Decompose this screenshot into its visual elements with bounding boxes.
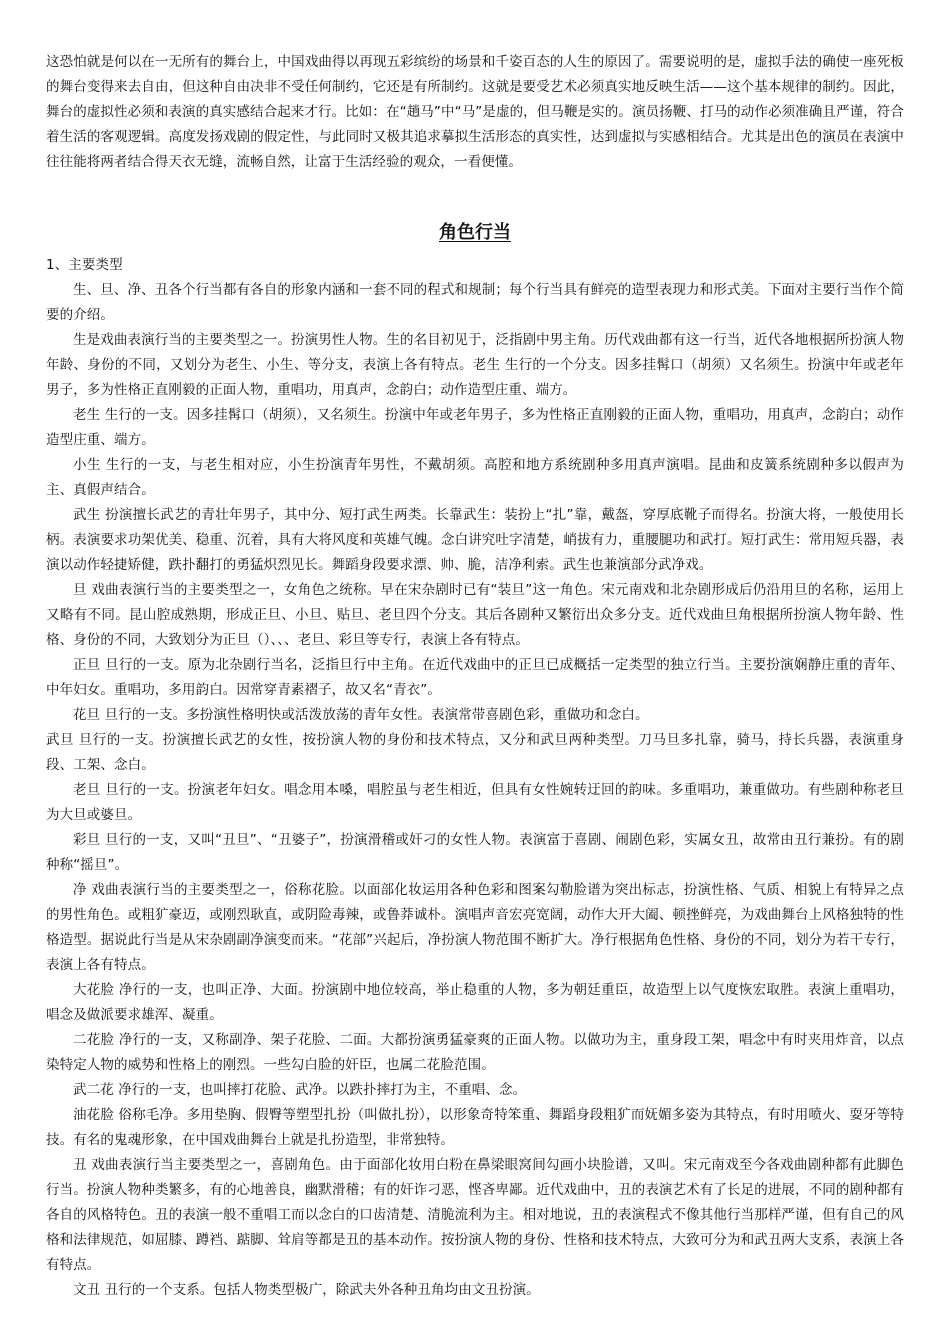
paragraph-zhengdan: 正旦 旦行的一支。原为北杂剧行当名，泛指旦行中主角。在近代戏曲中的正旦已成概括一定类型的独立行当。主要扮演娴静庄重的青年、中年妇女。重唱功，多用韵白。因常穿青素褶子，故又名“青衣”。 <box>46 657 904 698</box>
paragraph-laosheng: 老生 生行的一支。因多挂髯口（胡须），又名须生。扮演中年或老年男子，多为性格正直刚毅的正面人物，重唱功，用真声，念韵白；动作造型庄重、端方。 <box>46 407 904 448</box>
paragraph-wuerhua: 武二花 净行的一支，也叫摔打花脸、武净。以跌扑摔打为主，不重唱、念。 <box>73 1082 527 1098</box>
paragraph-caidan: 彩旦 旦行的一支，又叫“丑旦”、“丑婆子”，扮演滑稽或奸刁的女性人物。表演富于喜剧、闹剧色彩，实属女丑，故常由丑行兼扮。有的剧种称“摇旦”。 <box>46 832 904 873</box>
section-title: 角色行当 <box>439 222 511 243</box>
body-text <box>46 278 904 1303</box>
intro-paragraph: 这恐怕就是何以在一无所有的舞台上，中国戏曲得以再现五彩缤纷的场景和千姿百态的人生的原因了。需要说明的是，虚拟手法的确使一座死板的舞台变得来去自由，但这种自由决非不受任何制约，它还是有所制约。这就是要受艺术必须真实地反映生活——这个基本规律的制约。因此，舞台的虚拟性必须和表演的真实感结合起来才行。比如：在“趟马”中“马”是虚的，但马鞭是实的。演员扬鞭、打马的动作必须准确且严谨，符合着生活的客观逻辑。高度发扬戏剧的假定性，与此同时又极其追求摹拟生活形态的真实性，达到虚拟与实感相结合。尤其是出色的演员在表演中往往能将两者结合得天衣无缝，流畅自然，让富于生活经验的观众，一看便懂。 <box>46 54 904 170</box>
paragraph-huadan: 花旦 旦行的一支。多扮演性格明快或活泼放荡的青年女性。表演常带喜剧色彩，重做功和念白。 <box>73 707 649 723</box>
paragraph-wudan: 武旦 旦行的一支。扮演擅长武艺的女性，按扮演人物的身份和技术特点，又分和武旦两种类型。刀马旦多扎靠，骑马，持长兵器，表演重身段、工架、念白。 <box>46 732 904 773</box>
paragraph-dan: 旦 戏曲表演行当的主要类型之一，女角色之统称。早在宋杂剧时已有“装旦”这一角色。宋元南戏和北杂剧形成后仍沿用旦的名称，运用上又略有不同。昆山腔成熟期，形成正旦、小旦、贴旦、老旦四个分支。其后各剧种又繁衍出众多分支。近代戏曲旦角根据所扮演人物年龄、性格、身份的不同，大致划分为正旦（）、、、老旦、彩旦等专行，表演上各有特点。 <box>46 582 904 648</box>
paragraph-wusheng: 武生 扮演擅长武艺的青壮年男子，其中分、短打武生两类。长靠武生：装扮上“扎”靠，戴盔，穿厚底靴子而得名。扮演大将，一般使用长柄。表演要求功架优美、稳重、沉着，具有大将风度和英雄气魄。念白讲究吐字清楚，峭拔有力，重腰腿功和武打。短打武生：常用短兵器，表演以动作轻捷矫健，跌扑翻打的勇猛炽烈见长。舞蹈身段要求漂、帅、脆，洁净利索。武生也兼演部分武净戏。 <box>46 507 904 573</box>
paragraph-laodan: 老旦 旦行的一支。扮演老年妇女。唱念用本嗓，唱腔虽与老生相近，但具有女性婉转迂回的韵味。多重唱功，兼重做功。有些剧种称老旦为大旦或婆旦。 <box>46 782 904 823</box>
paragraph-youhualian: 油花脸 俗称毛净。多用垫胸、假臀等塑型扎扮（叫做扎扮），以形象奇特笨重、舞蹈身段粗犷而妩媚多姿为其特点，有时用喷火、耍牙等特技。有名的鬼魂形象，在中国戏曲舞台上就是扎扮造型，非常独特。 <box>46 1107 904 1148</box>
subsection-heading: 1、主要类型 <box>46 257 123 273</box>
paragraph-jing: 净 戏曲表演行当的主要类型之一，俗称花脸。以面部化妆运用各种色彩和图案勾勒脸谱为突出标志，扮演性格、气质、相貌上有特异之点的男性角色。或粗犷豪迈，或刚烈耿直，或阴险毒辣，或鲁莽诚朴。演唱声音宏亮宽阔，动作大开大阖、顿挫鲜亮，为戏曲舞台上风格独特的性格造型。据说此行当是从宋杂剧副净演变而来。“花部”兴起后，净扮演人物范围不断扩大。净行根据角色性格、身份的不同，划分为若干专行，表演上各有特点。 <box>46 882 904 973</box>
paragraph-sheng: 生是戏曲表演行当的主要类型之一。扮演男性人物。生的名目初见于，泛指剧中男主角。历代戏曲都有这一行当，近代各地根据所扮演人物年龄、身份的不同，又划分为老生、小生、等分支，表演上各有特点。老生 生行的一个分支。因多挂髯口（胡须）又名须生。扮演中年或老年男子，多为性格正直刚毅的正面人物，重唱功，用真声，念韵白；动作造型庄重、端方。 <box>46 332 904 398</box>
paragraph-overview: 生、旦、净、丑各个行当都有各自的形象内涵和一套不同的程式和规制；每个行当具有鲜亮的造型表现力和形式美。下面对主要行当作个简要的介绍。 <box>46 282 904 323</box>
paragraph-xiaosheng: 小生 生行的一支，与老生相对应，小生扮演青年男性，不戴胡须。高腔和地方系统剧种多用真声演唱。昆曲和皮簧系统剧种多以假声为主、真假声结合。 <box>46 457 904 498</box>
paragraph-dahualian: 大花脸 净行的一支，也叫正净、大面。扮演剧中地位较高，举止稳重的人物，多为朝廷重臣，故造型上以气度恢宏取胜。表演上重唱功，唱念及做派要求雄浑、凝重。 <box>46 982 904 1023</box>
paragraph-wenchou: 文丑 丑行的一个支系。包括人物类型极广，除武夫外各种丑角均由文丑扮演。 <box>73 1282 540 1298</box>
document-page <box>46 50 904 1303</box>
paragraph-chou: 丑 戏曲表演行当主要类型之一，喜剧角色。由于面部化妆用白粉在鼻梁眼窝间勾画小块脸谱，又叫。宋元南戏至今各戏曲剧种都有此脚色行当。扮演人物种类繁多，有的心地善良，幽默滑稽；有的奸诈刁恶，悭吝卑鄙。近代戏曲中，丑的表演艺术有了长足的进展，不同的剧种都有各自的风格特色。丑的表演一般不重唱工而以念白的口齿清楚、清脆流利为主。相对地说，丑的表演程式不像其他行当那样严谨，但有自己的风格和法律规范，如屈膝、蹲裆、踮脚、耸肩等都是丑的基本动作。按扮演人物的身份、性格和技术特点，大致可分为和武丑两大支系，表演上各有特点。 <box>46 1157 904 1273</box>
paragraph-erhualian: 二花脸 净行的一支，又称副净、架子花脸、二面。大都扮演勇猛豪爽的正面人物。以做功为主，重身段工架，唱念中有时夹用炸音，以点染特定人物的威势和性格上的刚烈。一些勾白脸的奸臣，也属二花脸范围。 <box>46 1032 904 1073</box>
